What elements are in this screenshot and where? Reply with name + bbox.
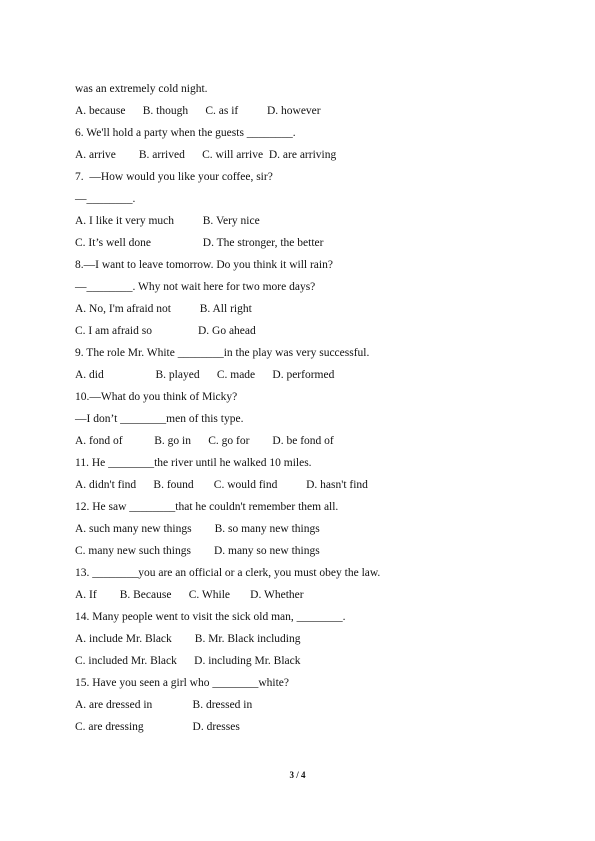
answer-options: A. are dressed in B. dressed in xyxy=(75,699,253,711)
dialogue-blank: —I don’t ________men of this type. xyxy=(75,413,244,425)
answer-options: A. I like it very much B. Very nice xyxy=(75,215,260,227)
answer-options: A. If B. Because C. While D. Whether xyxy=(75,589,304,601)
answer-options: A. No, I'm afraid not B. All right xyxy=(75,303,252,315)
answer-options: C. many new such things D. many so new things xyxy=(75,545,320,557)
question-8: 8.—I want to leave tomorrow. Do you think it will rain? xyxy=(75,259,333,271)
question-6: 6. We'll hold a party when the guests ________. xyxy=(75,127,296,139)
dialogue-blank: —________. Why not wait here for two more days? xyxy=(75,281,316,293)
page-number: 3 / 4 xyxy=(289,770,306,780)
answer-options: A. didn't find B. found C. would find D. hasn't find xyxy=(75,479,368,491)
question-11: 11. He ________the river until he walked 10 miles. xyxy=(75,457,312,469)
text-line: was an extremely cold night. xyxy=(75,83,208,95)
answer-options: A. fond of B. go in C. go for D. be fond of xyxy=(75,435,334,447)
answer-options: A. arrive B. arrived C. will arrive D. are arriving xyxy=(75,149,337,161)
question-10: 10.—What do you think of Micky? xyxy=(75,391,238,403)
question-9: 9. The role Mr. White ________in the play was very successful. xyxy=(75,347,370,359)
answer-options: C. included Mr. Black D. including Mr. Black xyxy=(75,655,301,667)
question-14: 14. Many people went to visit the sick old man, ________. xyxy=(75,611,346,623)
question-15: 15. Have you seen a girl who ________white? xyxy=(75,677,289,689)
answer-options: A. because B. though C. as if D. however xyxy=(75,105,321,117)
answer-options: A. did B. played C. made D. performed xyxy=(75,369,335,381)
question-7: 7. —How would you like your coffee, sir? xyxy=(75,171,273,183)
question-13: 13. ________you are an official or a clerk, you must obey the law. xyxy=(75,567,381,579)
answer-options: A. include Mr. Black B. Mr. Black including xyxy=(75,633,301,645)
answer-options: C. I am afraid so D. Go ahead xyxy=(75,325,256,337)
question-text-block xyxy=(75,78,535,738)
question-12: 12. He saw ________that he couldn't remember them all. xyxy=(75,501,339,513)
answer-options: C. It’s well done D. The stronger, the better xyxy=(75,237,324,249)
answer-options: C. are dressing D. dresses xyxy=(75,721,240,733)
answer-options: A. such many new things B. so many new things xyxy=(75,523,320,535)
dialogue-blank: —________. xyxy=(75,193,136,205)
